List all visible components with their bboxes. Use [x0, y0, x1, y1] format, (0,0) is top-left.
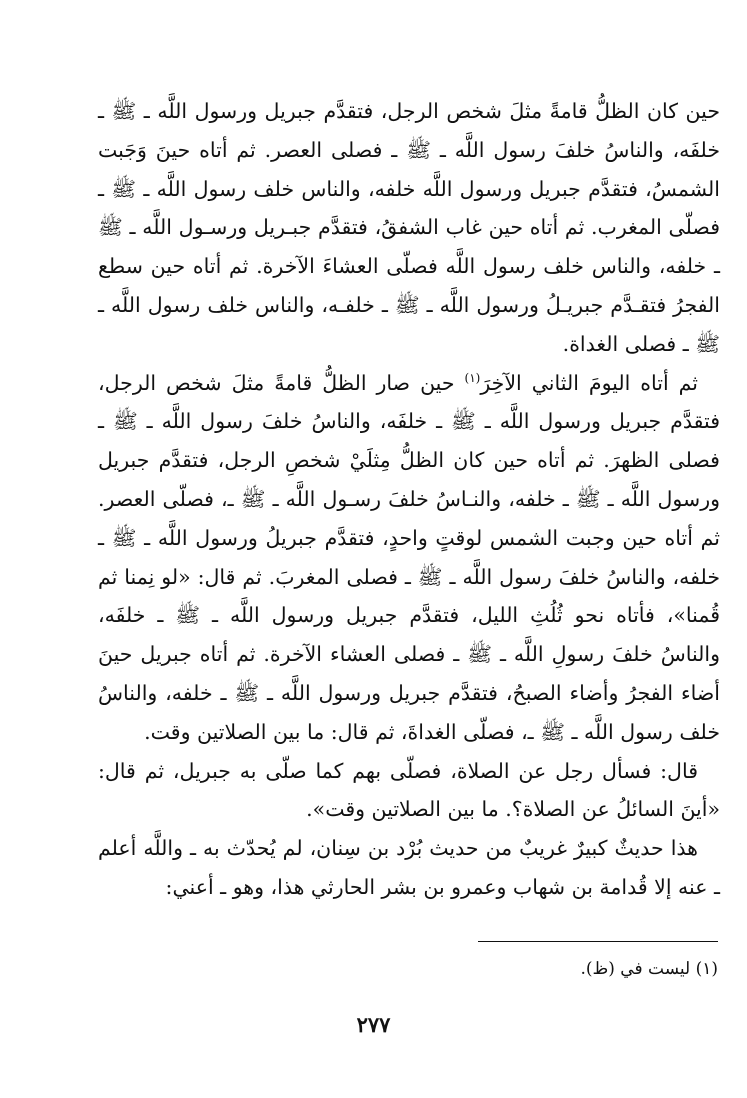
paragraph-1: حين كان الظلُّ قامةً مثلَ شخص الرجل، فتقدَّم جبريل ورسول اللَّه ـ ﷺ ـ خلفَه، والناسُ خلفَ رسول اللَّه ـ ﷺ ـ فصلى العصر. ثم أتاه حينَ وَجَبت الشمسُ، فتقدَّم جبريل ورسول اللَّه خلفه، والناس خلف رسول اللَّه ـ ﷺ ـ فصلّى المغرب. ثم أتاه حين غاب الشفقُ، فتقدَّم جبـريل ورسـول اللَّه ـ ﷺ ـ خلفه، والناس خلف رسول اللَّه فصلّى العشاءَ الآخرة. ثم أتاه حين سطع الفجرُ فتقـدَّم جبريـلُ ورسول اللَّه ـ ﷺ ـ خلفـه، والناس خلف رسول اللَّه ـ ﷺ ـ فصلى الغداة. — [98, 99, 720, 356]
paragraph-3: قال: فسأل رجل عن الصلاة، فصلّى بهم كما صلّى به جبريل، ثم قال: «أينَ السائلُ عن الصلاة؟. ما بين الصلاتين وقت». — [98, 758, 720, 822]
paragraph-2 — [98, 364, 720, 752]
footnote-divider — [478, 941, 718, 942]
footnote: (١) ليست في (ظ). — [580, 959, 718, 979]
paragraph-4: هذا حديثٌ كبيرٌ غريبٌ من حديث بُرْد بن سِنان، لم يُحدّث به ـ واللَّه أعلم ـ عنه إلا قُدامة بن شهاب وعمرو بن بشر الحارثي هذا، وهو ـ أعني: — [98, 836, 720, 899]
main-text — [98, 92, 720, 907]
page-number: ٢٧٧ — [356, 1012, 391, 1037]
footnote-reference: (١) — [464, 370, 481, 385]
paragraph-2-body: حين صار الظلُّ قامةً مثلَ شخص الرجل، فتقدَّم جبريل ورسول اللَّه ـ ﷺ ـ خلفَه، والناسُ خلفَ رسول اللَّه ـ ﷺ ـ فصلى الظهرَ. ثم أتاه حين كان الظلُّ مِثلَيْ شخصِ الرجل، فتقدَّم جبريل ورسول اللَّه ـ ﷺ ـ خلفه، والنـاسُ خلفَ رسـول اللَّه ـ ﷺ ـ، فصلّى العصر. ثم أتاه حين وجبت الشمس لوقتٍ واحدٍ، فتقدَّم جبريلُ ورسول اللَّه ـ ﷺ ـ خلفه، والناسُ خلفَ رسول اللَّه ـ ﷺ ـ فصلى المغربَ. ثم قال: «لو نِمنا ثم قُمنا»، فأتاه نحو ثُلُثِ الليل، فتقدَّم جبريل ورسول اللَّه ـ ﷺ ـ خلفَه، والناسُ خلفَ رسولِ اللَّه ـ ﷺ ـ فصلى العشاء الآخرة. ثم أتاه جبريل حينَ أضاء الفجرُ وأضاء الصبحُ، فتقدَّم جبريل ورسول اللَّه ـ ﷺ ـ خلفه، والناسُ خلف رسول اللَّه ـ ﷺ ـ، فصلّى الغداةَ، ثم قال: ما بين الصلاتين وقت. — [98, 370, 720, 744]
paragraph-2-opening: ثم أتاه اليومَ الثاني الآخِرَ — [480, 370, 699, 395]
